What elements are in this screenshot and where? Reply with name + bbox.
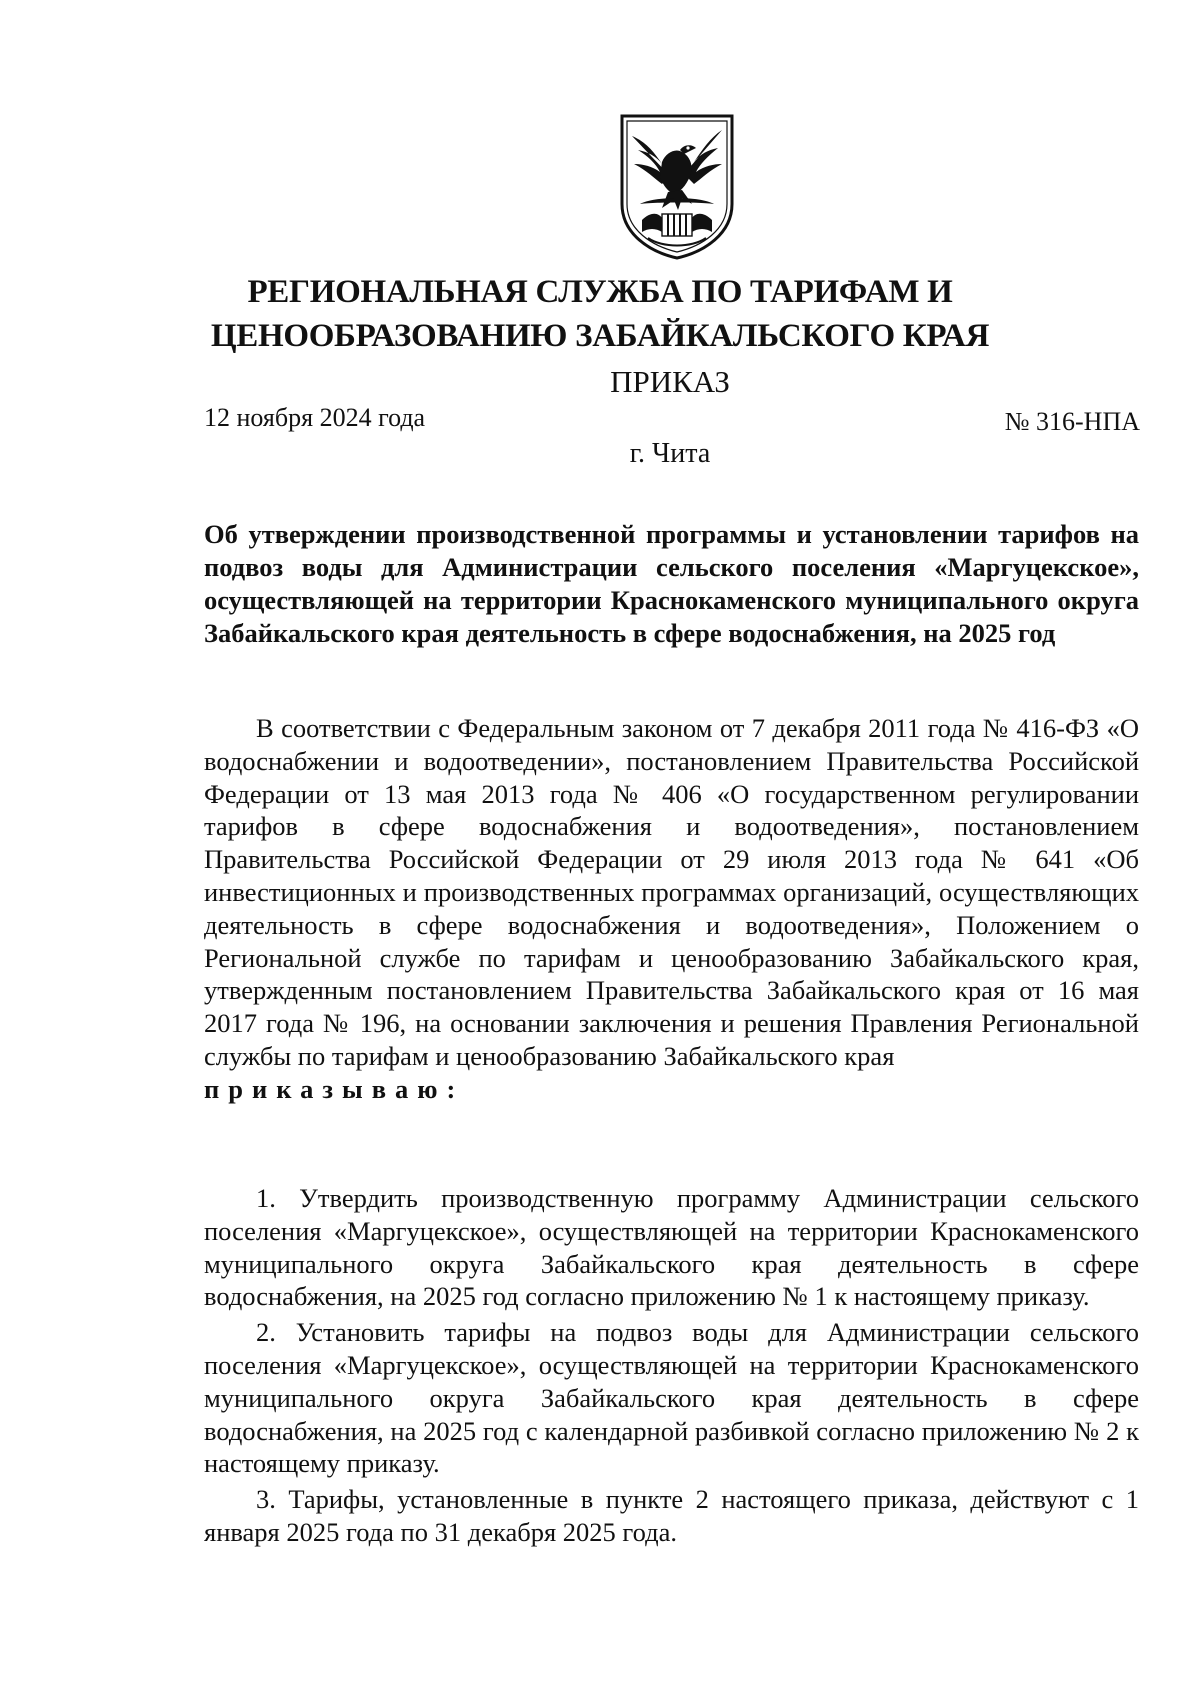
organization-title [180,270,1020,358]
document-city: г. Чита [629,438,711,469]
coat-of-arms-emblem-icon [618,112,736,262]
preamble-text: В соответствии с Федеральным законом от 7 декабря 2011 года № 416-ФЗ «О водоснабжении и водоотведении», постановлением Правительства Российской Федерации от 13 мая 2013 года № 406 «О государственном регулировании тарифов в сфере водоснабжения и водоотведения», постановлением Правительства Российской Федерации от 29 июля 2013 года № 641 «Об инвестиционных и производственных программах организаций, осуществляющих деятельность в сфере водоснабжения и водоотведения», Положением о Региональной службе по тарифам и ценообразованию Забайкальского края, утвержденным постановлением Правительства Забайкальского края от 16 мая 2017 года № 196, на основании заключения и решения Правления Региональной службы по тарифам и ценообразованию Забайкальского края [204,713,1139,1071]
order-item-2: 2. Установить тарифы на подвоз воды для Администрации сельского поселения «Маргуцекское», осуществляющей на территории Краснокаменского муниципального округа Забайкальского края деятельность в сфере водоснабжения, на 2025 год с календарной разбивкой согласно приложению № 2 к настоящему приказу. [204,1317,1139,1479]
document-date: 12 ноября 2024 года [204,403,426,432]
document-subject: Об утверждении производственной программы и установлении тарифов на подвоз воды для Администрации сельского поселения «Маргуцекское», осуществляющей на территории Краснокаменского муниципального округа Забайкальского края деятельность в сфере водоснабжения, на 2025 год [204,519,1139,648]
order-word: приказываю: [204,1073,465,1104]
order-items [204,1182,1139,1552]
organization-title-line-1: РЕГИОНАЛЬНАЯ СЛУЖБА ПО ТАРИФАМ И [247,274,953,310]
order-item-1: 1. Утвердить производственную программу Администрации сельского поселения «Маргуцекское», осуществляющей на территории Краснокаменского муниципального округа Забайкальского края деятельность в сфере водоснабжения, на 2025 год согласно приложению № 1 к настоящему приказу. [204,1183,1139,1312]
preamble-paragraph [204,712,1139,1106]
organization-title-line-2: ЦЕНООБРАЗОВАНИЮ ЗАБАЙКАЛЬСКОГО КРАЯ [210,318,990,354]
order-item-3: 3. Тарифы, установленные в пункте 2 настоящего приказа, действуют с 1 января 2025 года по 31 декабря 2025 года. [204,1484,1139,1547]
document-number: № 316-НПА [1004,407,1140,436]
document-type: ПРИКАЗ [610,364,730,399]
